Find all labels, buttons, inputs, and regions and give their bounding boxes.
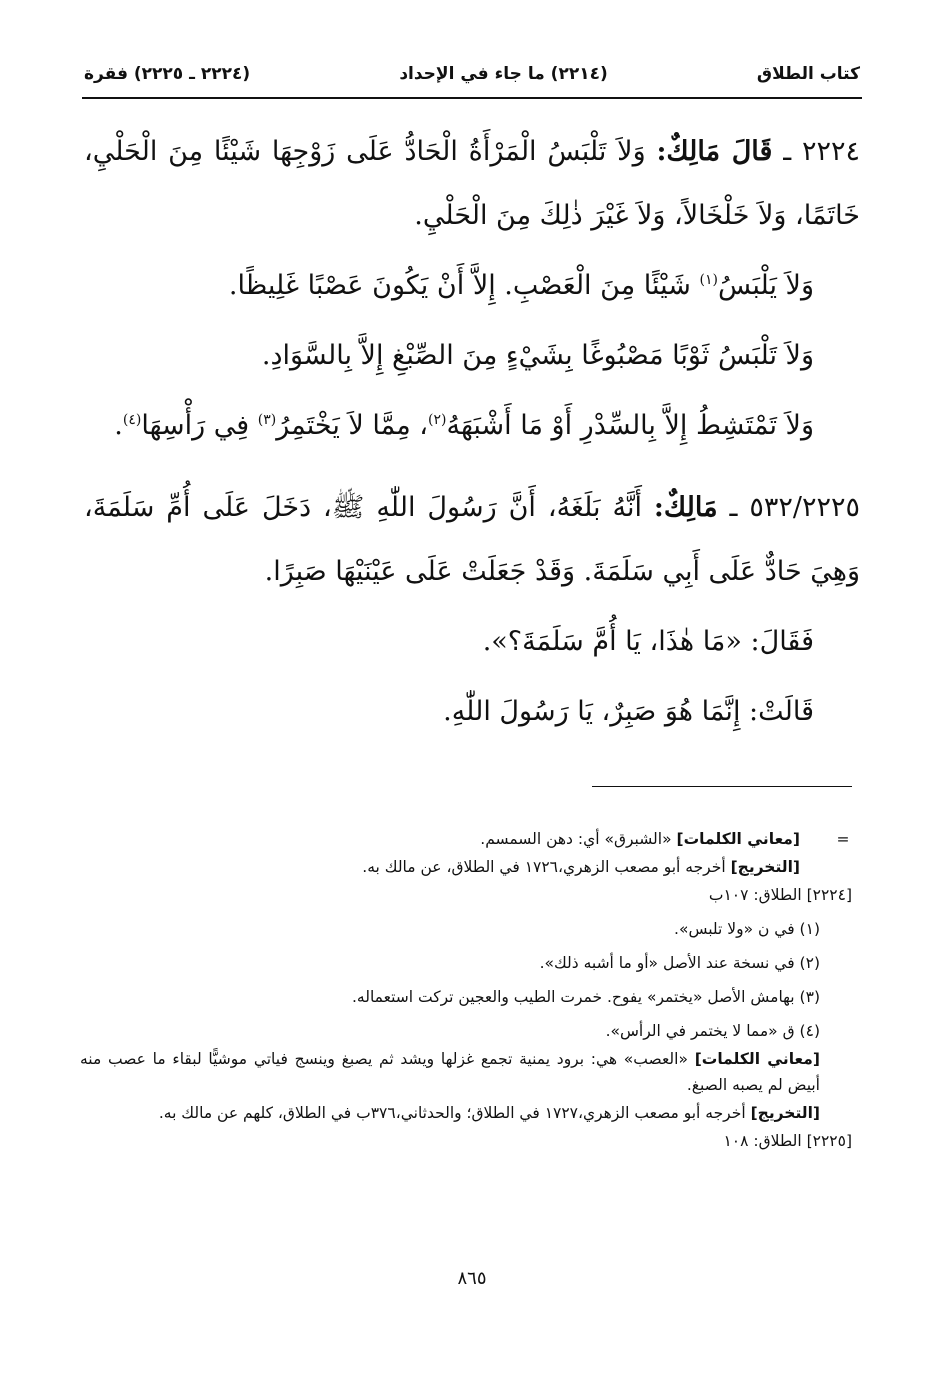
page-number: ٨٦٥ <box>457 1268 487 1289</box>
hadith-2225-narrator: مَالِكٌ: <box>653 492 718 523</box>
hadith-2224-line-4 <box>84 394 860 458</box>
hadith-2225-number: ٥٣٢/٢٢٢٥ ـ <box>729 492 860 523</box>
section-tag: [معاني الكلمات] <box>694 1050 820 1068</box>
text-fragment: قَالَتْ: إِنَّمَا هُوَ صَبِرٌ، يَا رَسُولَ اللّٰهِ. <box>443 696 814 727</box>
text-fragment: شَيْئًا مِنَ الْعَصْبِ. إِلاَّ أَنْ يَكُونَ عَصْبًا غَلِيظًا. <box>228 270 691 301</box>
footnote-row <box>80 1100 860 1126</box>
text-fragment: وَلاَ تَمْتَشِطُ إِلاَّ بِالسِّدْرِ أَوْ مَا أَشْبَهَهُ <box>446 410 814 441</box>
header-divider <box>82 97 862 99</box>
footnote-text <box>480 826 826 852</box>
hadith-2225 <box>84 476 860 604</box>
reference-2225: [٢٢٢٥] الطلاق: ١٠٨ <box>723 1132 852 1150</box>
text-fragment: «العصب» هي: برود يمنية تجمع غزلها ويشد ثم يصبغ وينسج فياتي موشيًّا لبقاء ما عصب منه أبيض لم يصبه الصبغ. <box>80 1050 820 1094</box>
hadith-2224-line-2 <box>84 254 860 318</box>
footnote-marker-4: (٤) <box>122 412 142 428</box>
footnote-4: (٤) ق «مما لا يختمر في الرأس». <box>605 1022 820 1040</box>
reference-2224: [٢٢٢٤] الطلاق: ١٠٧ب <box>708 886 852 904</box>
hadith-2225-line-3 <box>84 680 860 744</box>
text-fragment: ، مِمَّا لاَ يَخْتَمِرُ <box>276 410 429 441</box>
header-chapter-title: (٢٢١٤) ما جاء في الإحداد <box>399 64 608 84</box>
footnote-row <box>80 826 860 852</box>
hadith-2224-text: وَلاَ تَلْبَسُ الْمَرْأَةُ الْحَادُّ عَلَى زَوْجِهَا شَيْئًا مِنَ الْحَلْيِ، خَاتَمًا، وَلاَ خَلْخَالاً، وَلاَ غَيْرَ ذٰلِكَ مِنَ الْحَلْيِ. <box>84 136 860 231</box>
text-fragment: . <box>114 410 123 441</box>
footnote-marker-1: (١) <box>699 272 718 288</box>
text-fragment: وَلاَ تَلْبَسُ ثَوْبًا مَصْبُوغًا بِشَيْءٍ مِنَ الصِّبْغِ إِلاَّ بِالسَّوَادِ. <box>261 340 814 371</box>
hadith-2225-line-2 <box>84 610 860 674</box>
main-text <box>84 120 860 744</box>
text-fragment: أخرجه أبو مصعب الزهري،١٧٢٦ في الطلاق، عن مالك به. <box>362 858 726 876</box>
footnote-divider <box>592 786 852 787</box>
footnote-row <box>80 1046 860 1098</box>
hadith-2224 <box>84 120 860 248</box>
text-fragment: وَلاَ يَلْبَسُ <box>717 270 814 301</box>
text-fragment: أخرجه أبو مصعب الزهري،١٧٢٧ في الطلاق؛ والحدثاني،٣٧٦ب في الطلاق، كلهم عن مالك به. <box>158 1104 746 1122</box>
hadith-2224-line-3 <box>84 324 860 388</box>
footnote-3: (٣) بهامش الأصل «يختمر» يفوح. خمرت الطيب والعجين تركت استعماله. <box>351 988 820 1006</box>
footnote-marker-3: (٣) <box>257 412 277 428</box>
header-paragraph-range: (٢٢٢٤ ـ ٢٢٢٥) فقرة <box>84 64 251 84</box>
running-header <box>84 54 860 94</box>
footnote-row <box>80 854 860 880</box>
header-book-title: كتاب الطلاق <box>756 64 860 84</box>
footnotes <box>80 826 860 1162</box>
footnote-2: (٢) في نسخة عند الأصل «أو ما أشبه ذلك». <box>539 954 820 972</box>
hadith-2224-narrator: قَالَ مَالِكٌ: <box>656 136 773 167</box>
footnote-1: (١) في ن «ولا تلبس». <box>674 920 820 938</box>
section-tag: [التخريج] <box>730 858 800 876</box>
text-fragment: فِي رَأْسِهَا <box>141 410 250 441</box>
footnote-marker-2: (٢) <box>428 412 447 428</box>
section-tag: [التخريج] <box>750 1104 820 1122</box>
text-fragment: فَقَالَ: «مَا هٰذَا، يَا أُمَّ سَلَمَةَ؟». <box>482 626 814 657</box>
hadith-2224-number: ٢٢٢٤ ـ <box>783 136 860 167</box>
continuation-mark: = <box>836 830 850 848</box>
text-fragment: «الشبرق» أي: دهن السمسم. <box>480 830 672 848</box>
hadith-2225-text: أَنَّهُ بَلَغَهُ، أَنَّ رَسُولَ اللّٰهِ ﷺ، دَخَلَ عَلَى أُمِّ سَلَمَةَ، وَهِيَ حَادٌّ عَلَى أَبِي سَلَمَةَ. وَقَدْ جَعَلَتْ عَلَى عَيْنَيْهَا صَبِرًا. <box>84 492 860 587</box>
section-tag: [معاني الكلمات] <box>676 830 800 848</box>
